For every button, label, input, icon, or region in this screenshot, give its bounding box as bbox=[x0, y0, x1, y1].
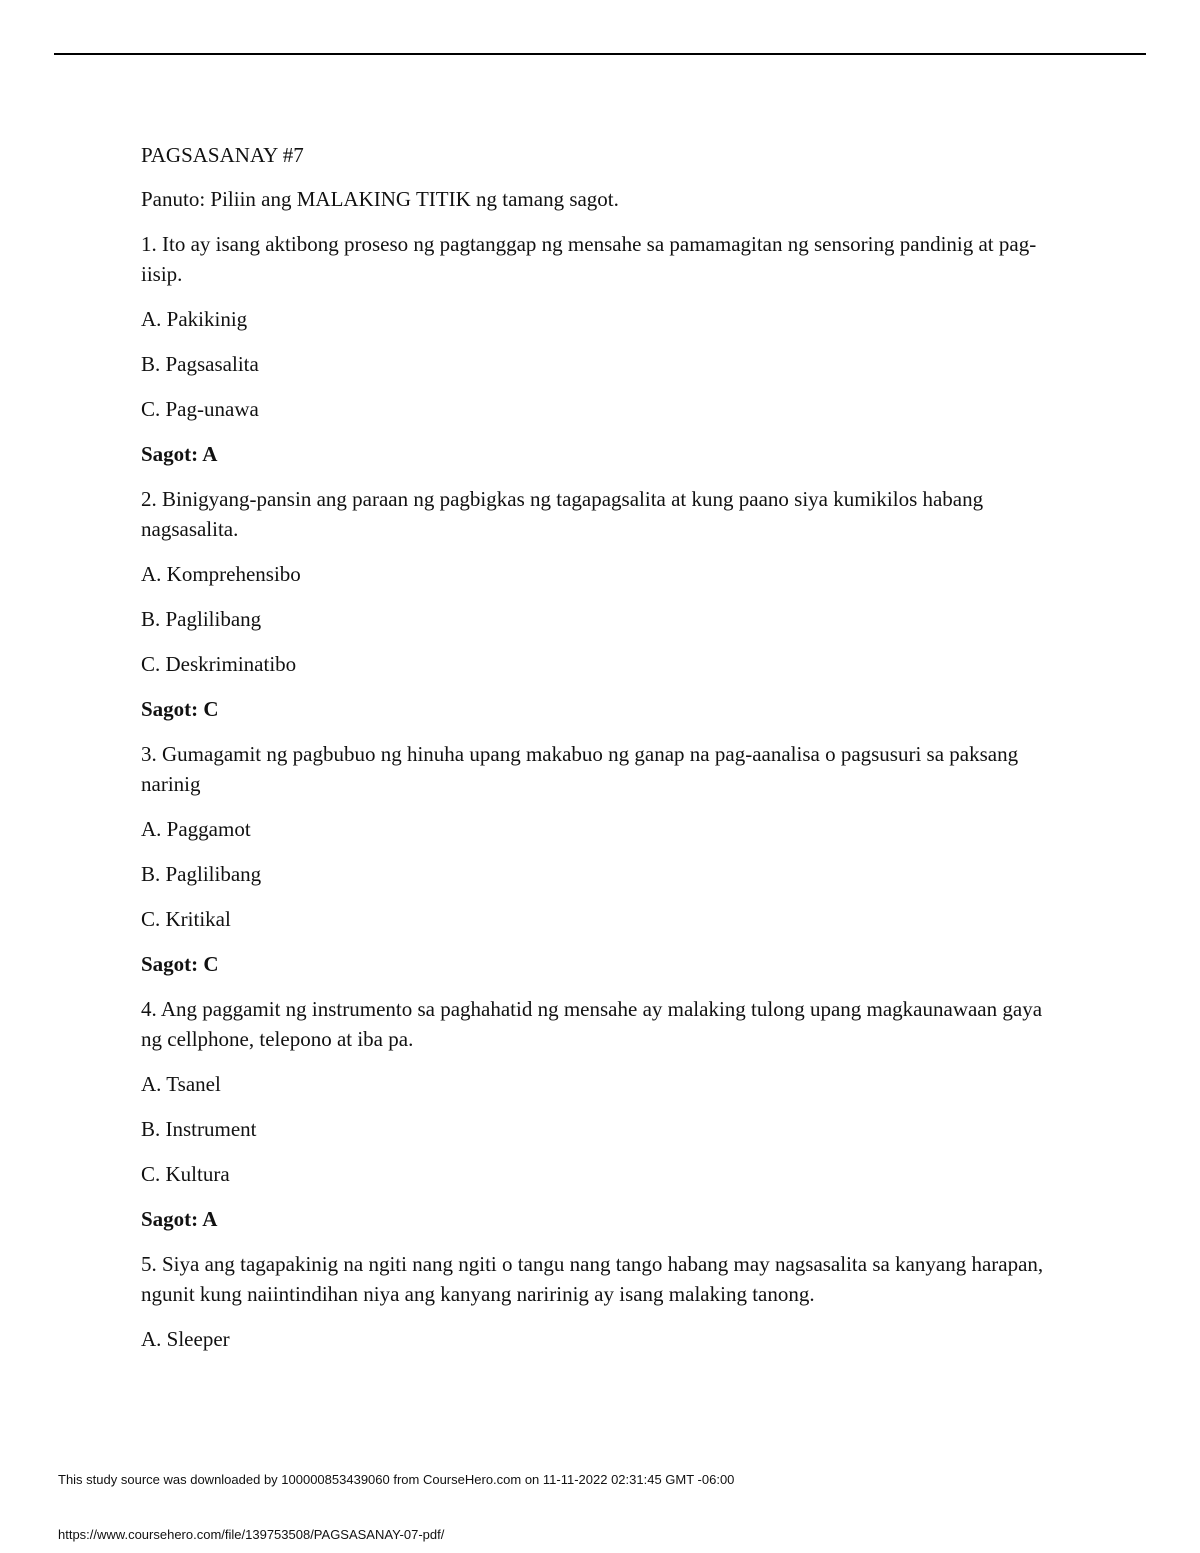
question-1-answer: Sagot: A bbox=[141, 442, 218, 466]
question-4-answer: Sagot: A bbox=[141, 1207, 218, 1231]
question-5-option-a: A. Sleeper bbox=[141, 1327, 230, 1351]
page-title: PAGSASANAY #7 bbox=[141, 143, 304, 167]
question-2-answer: Sagot: C bbox=[141, 697, 219, 721]
source-url[interactable]: https://www.coursehero.com/file/139753508/PAGSASANAY-07-pdf/ bbox=[58, 1527, 445, 1542]
question-1-option-c: C. Pag-unawa bbox=[141, 397, 259, 421]
question-5: 5. Siya ang tagapakinig na ngiti nang ngiti o tangu nang tango habang may nagsasalita sa kanyang harapan, ngunit kung naiintindihan niya ang kanyang naririnig ay isang malaking tanong. bbox=[141, 1252, 1044, 1306]
question-2: 2. Binigyang-pansin ang paraan ng pagbigkas ng tagapagsalita at kung paano siya kumikilos habang nagsasalita. bbox=[141, 487, 984, 541]
document-body bbox=[141, 140, 1061, 1369]
question-2-option-a: A. Komprehensibo bbox=[141, 562, 301, 586]
question-4: 4. Ang paggamit ng instrumento sa paghahatid ng mensahe ay malaking tulong upang magkaunawaan gaya ng cellphone, telepono at iba pa. bbox=[141, 997, 1043, 1051]
question-4-option-a: A. Tsanel bbox=[141, 1072, 221, 1096]
download-source-notice: This study source was downloaded by 100000853439060 from CourseHero.com on 11-11-2022 02:31:45 GMT -06:00 bbox=[58, 1472, 735, 1487]
question-4-option-b: B. Instrument bbox=[141, 1117, 257, 1141]
question-3-answer: Sagot: C bbox=[141, 952, 219, 976]
question-3-option-b: B. Paglilibang bbox=[141, 862, 262, 886]
question-2-option-b: B. Paglilibang bbox=[141, 607, 262, 631]
question-3-option-a: A. Paggamot bbox=[141, 817, 251, 841]
question-1-option-a: A. Pakikinig bbox=[141, 307, 248, 331]
question-3: 3. Gumagamit ng pagbubuo ng hinuha upang makabuo ng ganap na pag-aanalisa o pagsusuri sa paksang narinig bbox=[141, 742, 1019, 796]
instruction: Panuto: Piliin ang MALAKING TITIK ng tamang sagot. bbox=[141, 187, 619, 211]
top-divider bbox=[54, 53, 1146, 55]
question-1-option-b: B. Pagsasalita bbox=[141, 352, 259, 376]
question-4-option-c: C. Kultura bbox=[141, 1162, 230, 1186]
question-3-option-c: C. Kritikal bbox=[141, 907, 231, 931]
question-2-option-c: C. Deskriminatibo bbox=[141, 652, 297, 676]
question-1: 1. Ito ay isang aktibong proseso ng pagtanggap ng mensahe sa pamamagitan ng sensoring pandinig at pag-iisip. bbox=[141, 232, 1037, 286]
